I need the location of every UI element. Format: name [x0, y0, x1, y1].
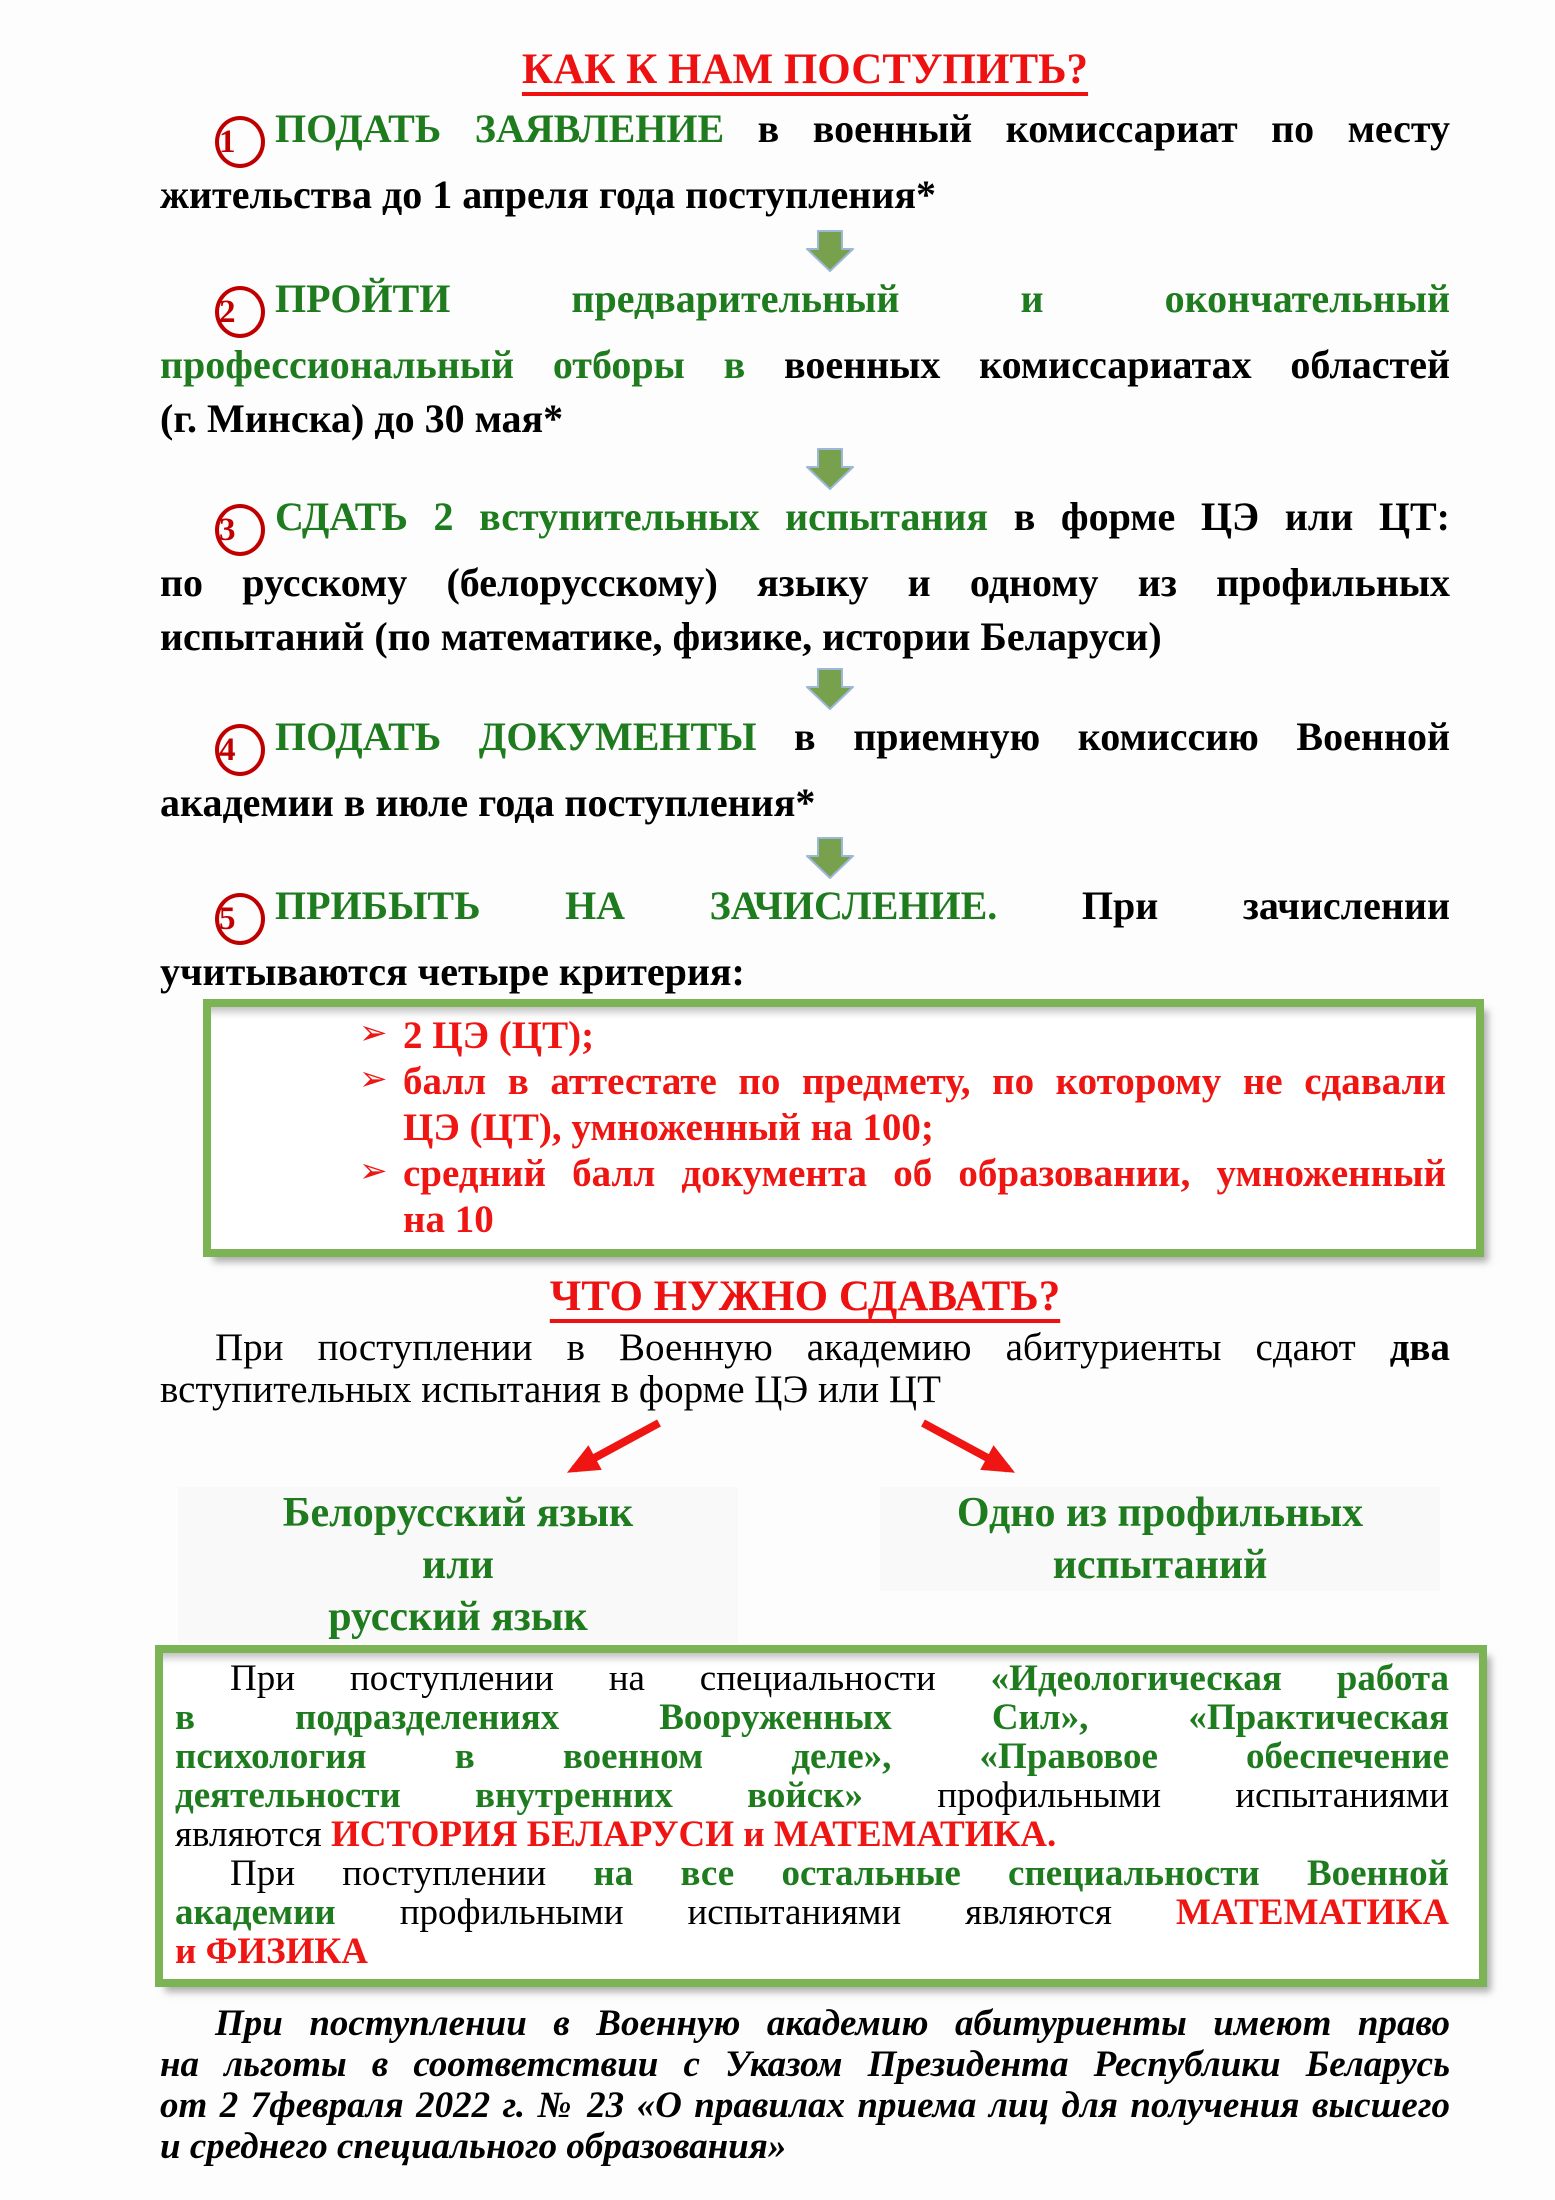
text-run: ИСТОРИЯ БЕЛАРУСИ и МАТЕМАТИКА. [330, 1814, 1057, 1855]
down-arrow-icon [805, 668, 855, 710]
text-run: академии в июле года поступления* [160, 780, 816, 825]
text-line [403, 1105, 1446, 1151]
text-run: психология в военном деле», «Правовое обеспечение [175, 1736, 1449, 1777]
branch-label-line: русский язык [328, 1594, 588, 1640]
text-run: ПОДАТЬ ЗАЯВЛЕНИЕ [275, 106, 758, 151]
text-line [160, 168, 1450, 222]
step-connector [160, 448, 1450, 490]
arrow-bullet-icon: ➢ [359, 1151, 388, 1191]
text-run: деятельности внутренних войск» [175, 1775, 938, 1816]
text-run: военных комиссариатах областей [784, 342, 1450, 387]
branch-label-right [880, 1487, 1440, 1591]
branch-labels [160, 1485, 1450, 1640]
text-line [403, 1059, 1446, 1105]
text-line [403, 1197, 1446, 1243]
step-paragraph [160, 272, 1450, 446]
text-line [160, 945, 1450, 999]
branch-label-line: испытаний [1052, 1542, 1268, 1588]
text-line [160, 338, 1450, 392]
text-run: жительства до 1 апреля года поступления* [160, 172, 937, 217]
text-line [175, 1698, 1449, 1737]
text-line [403, 1013, 1446, 1059]
text-line [160, 2126, 1450, 2167]
intro-paragraph [160, 1327, 1450, 1411]
text-run: ПРИБЫТЬ НА ЗАЧИСЛЕНИЕ. [275, 883, 1082, 928]
text-run: 2 ЦЭ (ЦТ); [403, 1014, 595, 1057]
text-line [175, 1737, 1449, 1776]
step-number-badge: 1 [215, 116, 265, 168]
bullet-item [211, 1059, 1446, 1151]
step-connector [160, 668, 1450, 710]
text-run: на 10 [403, 1198, 494, 1241]
text-run: МАТЕМАТИКА [1175, 1892, 1449, 1933]
text-run: При поступлении в Военную академию абитуриенты сдают [215, 1326, 1390, 1369]
text-line [160, 2003, 1450, 2044]
bullet-item [211, 1151, 1446, 1243]
branch-arrows [160, 1417, 1450, 1485]
text-run: При зачислении [1081, 883, 1450, 928]
text-run: учитываются четыре критерия: [160, 949, 745, 994]
main-title: КАК К НАМ ПОСТУПИТЬ? [521, 46, 1089, 93]
text-run: профильными испытаниями являются [399, 1892, 1176, 1933]
text-run: профильными испытаниями [937, 1775, 1449, 1816]
text-run: являются [175, 1814, 331, 1855]
text-run: (г. Минска) до 30 мая* [160, 396, 564, 441]
text-run: на все остальные специальности Военной [593, 1853, 1449, 1894]
step-number-badge: 5 [215, 893, 265, 945]
text-run: в приемную комиссию Военной [794, 714, 1450, 759]
text-line [160, 1369, 1450, 1411]
text-line [160, 776, 1450, 830]
bullet-item [211, 1013, 1446, 1059]
text-line [175, 1932, 1449, 1971]
text-run: ПРОЙТИ предварительный и окончательный [275, 276, 1450, 321]
text-run: При поступлении на специальности [230, 1658, 991, 1699]
text-line [160, 2044, 1450, 2085]
text-run: и среднего специального образования» [160, 2126, 787, 2167]
text-run: по русскому (белорусскому) языку и одному из профильных [160, 560, 1450, 605]
specialties-box [155, 1645, 1487, 1987]
step-connector [160, 837, 1450, 879]
criteria-box [203, 999, 1484, 1257]
text-run: испытаний (по математике, физике, истории Беларуси) [160, 614, 1162, 659]
arrow-bullet-icon: ➢ [359, 1059, 388, 1099]
text-line [160, 556, 1450, 610]
text-line [175, 1659, 1449, 1698]
text-line [160, 490, 1450, 556]
text-run: ПОДАТЬ ДОКУМЕНТЫ [275, 714, 795, 759]
step-paragraph [160, 490, 1450, 664]
text-run: в форме ЦЭ или ЦТ: [1013, 494, 1450, 539]
text-run: средний балл документа об образовании, умноженный [403, 1152, 1446, 1195]
admission-steps [160, 102, 1450, 999]
step-paragraph [160, 102, 1450, 222]
text-line [160, 710, 1450, 776]
text-run: в военный комиссариат по месту [757, 106, 1451, 151]
text-line [175, 1815, 1449, 1854]
text-line [160, 1327, 1450, 1369]
down-arrow-icon [805, 448, 855, 490]
branch-label-line: или [422, 1542, 494, 1588]
step-number-badge: 3 [215, 504, 265, 556]
text-run: СДАТЬ 2 вступительных испытания [275, 494, 1014, 539]
text-line [175, 1893, 1449, 1932]
text-line [160, 879, 1450, 945]
text-line [160, 610, 1450, 664]
down-arrow-icon [805, 230, 855, 272]
text-run: на льготы в соответствии с Указом Президента Республики Беларусь [160, 2044, 1450, 2085]
branch-label-line: Белорусский язык [282, 1490, 634, 1536]
text-line [160, 102, 1450, 168]
text-run: в подразделениях Вооруженных Сил», «Практическая [175, 1697, 1449, 1738]
text-run: и ФИЗИКА [175, 1931, 368, 1972]
text-run: ЦЭ (ЦТ), умноженный на 100; [403, 1106, 934, 1149]
text-line [175, 1854, 1449, 1893]
branch-arrow-left-icon [552, 1417, 670, 1483]
step-number-badge: 2 [215, 286, 265, 338]
text-run: «Идеологическая работа [990, 1658, 1449, 1699]
branch-label-left [178, 1487, 738, 1643]
text-run: профессиональный отборы в [160, 342, 784, 387]
step-connector [160, 230, 1450, 272]
down-arrow-icon [805, 837, 855, 879]
arrow-bullet-icon: ➢ [359, 1013, 388, 1053]
text-line [160, 272, 1450, 338]
step-number-badge: 4 [215, 724, 265, 776]
text-line [160, 392, 1450, 446]
text-run: академии [175, 1892, 400, 1933]
text-run: балл в аттестате по предмету, по которому не сдавали [403, 1060, 1446, 1103]
branch-arrow-right-icon [912, 1417, 1030, 1483]
step-paragraph [160, 710, 1450, 830]
text-run: При поступлении [230, 1853, 594, 1894]
text-line [175, 1776, 1449, 1815]
section-title: ЧТО НУЖНО СДАВАТЬ? [549, 1273, 1061, 1320]
text-line [403, 1151, 1446, 1197]
branch-label-line: Одно из профильных [956, 1490, 1364, 1536]
footer-note [160, 2003, 1450, 2167]
step-paragraph [160, 879, 1450, 999]
text-run: два [1389, 1326, 1450, 1369]
text-run: вступительных испытания в форме ЦЭ или ЦТ [160, 1368, 941, 1411]
text-line [160, 2085, 1450, 2126]
text-run: от 2 7февраля 2022 г. № 23 «О правилах приема лиц для получения высшего [160, 2085, 1450, 2126]
text-run: При поступлении в Военную академию абитуриенты имеют право [215, 2003, 1450, 2044]
